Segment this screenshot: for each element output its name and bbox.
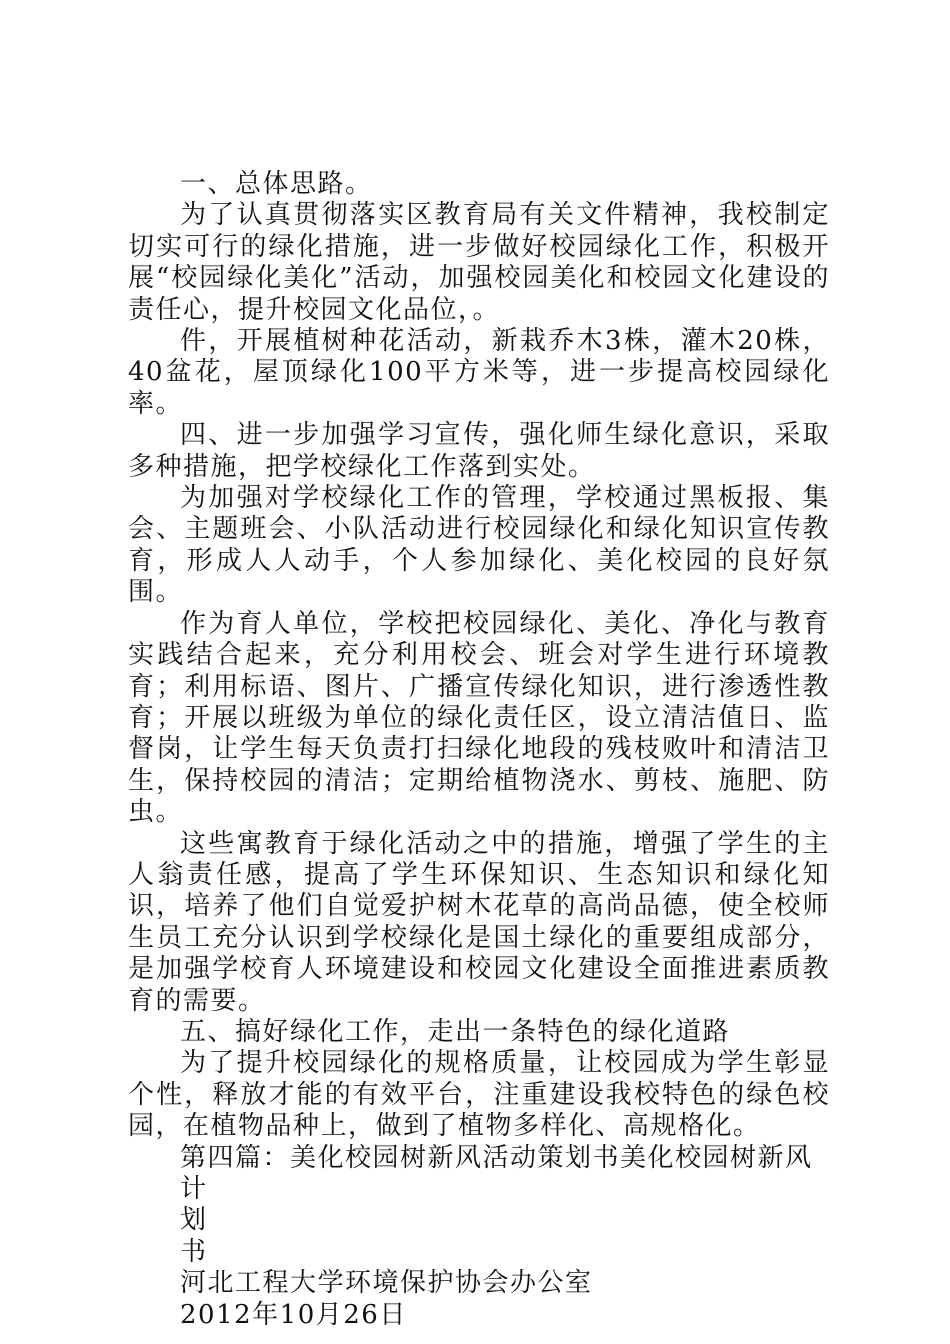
body-paragraph: 为加强对学校绿化工作的管理，学校通过黑板报、集会、主题班会、小队活动进行校园绿化和绿化知识宣传教育，形成人人动手，个人参加绿化、美化校园的良好氛围。	[128, 483, 830, 608]
title-char: 书	[180, 1236, 208, 1267]
title-char: 计	[180, 1174, 208, 1204]
section-heading-four: 四、进一步加强学习宣传，强化师生绿化意识，采取多种措施，把学校绿化工作落到实处。	[128, 420, 830, 482]
document-page	[128, 169, 830, 1331]
body-paragraph: 作为育人单位，学校把校园绿化、美化、净化与教育实践结合起来，充分利用校会、班会对学生进行环境教育；利用标语、图片、广播宣传绿化知识，进行渗透性教育；开展以班级为单位的绿化责任区，设立清洁值日、监督岗，让学生每天负责打扫绿化地段的残枝败叶和清洁卫生，保持校园的清洁；定期给植物浇水、剪枝、施肥、防虫。	[128, 608, 830, 828]
body-paragraph: 为了认真贯彻落实区教育局有关文件精神，我校制定切实可行的绿化措施，进一步做好校园绿化工作，积极开展“校园绿化美化”活动，加强校园美化和校园文化建设的责任心，提升校园文化品位，。	[128, 200, 830, 325]
section-heading-overall-approach: 一、总体思路。	[180, 169, 373, 199]
chapter-title: 第四篇：美化校园树新风活动策划书美化校园树新风	[180, 1142, 813, 1173]
document-date: 2012年10月26日	[180, 1299, 407, 1330]
section-heading-five: 五、搞好绿化工作，走出一条特色的绿化道路	[180, 1016, 731, 1047]
body-paragraph: 这些寓教育于绿化活动之中的措施，增强了学生的主人翁责任感，提高了学生环保知识、生态知识和绿化知识，培养了他们自觉爱护树木花草的高尚品德，使全校师生员工充分认识到学校绿化是国土绿化的重要组成部分，是加强学校育人环境建设和校园文化建设全面推进素质教育的需要。	[128, 828, 830, 1016]
organization-name: 河北工程大学环境保护协会办公室	[180, 1268, 593, 1299]
body-paragraph: 为了提升校园绿化的规格质量，让校园成为学生彰显个性，释放才能的有效平台，注重建设我校特色的绿色校园，在植物品种上，做到了植物多样化、高规格化。	[128, 1048, 830, 1142]
body-paragraph: 件，开展植树种花活动，新栽乔木3株，灌木20株，40盆花，屋顶绿化100平方米等，进一步提高校园绿化率。	[128, 326, 830, 419]
title-char: 划	[180, 1205, 208, 1236]
